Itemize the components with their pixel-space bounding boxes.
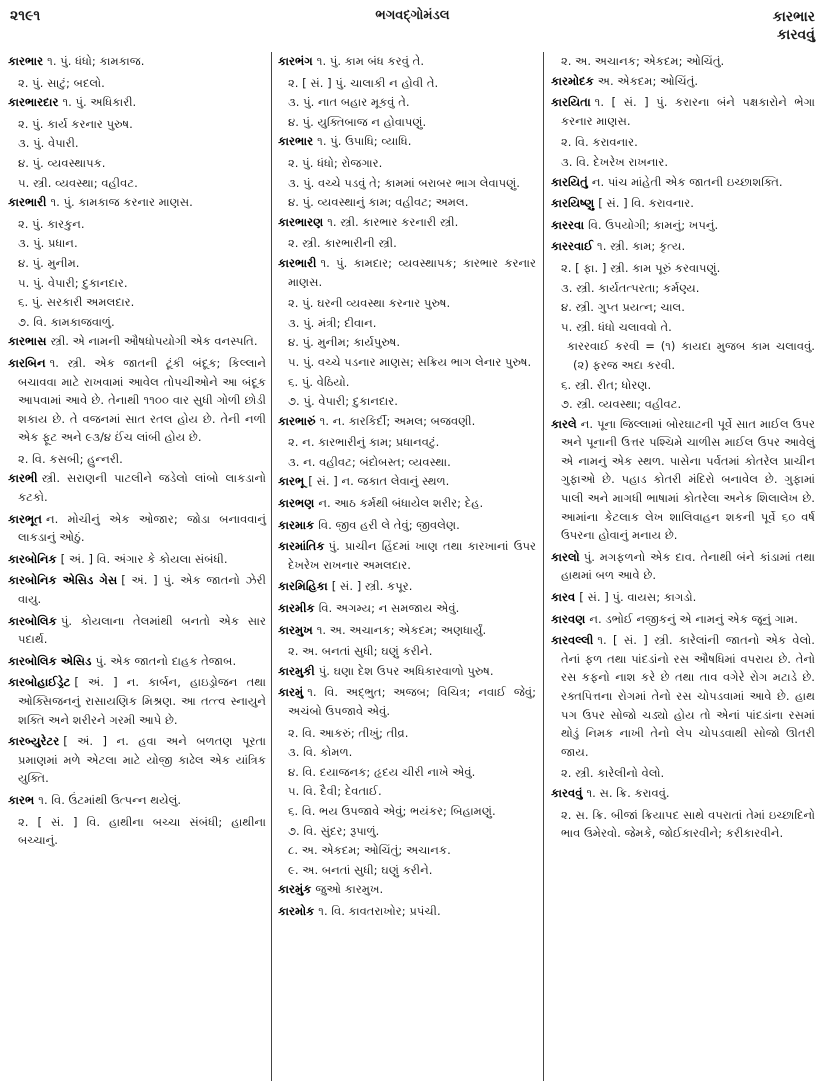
headword: કારમુંક: [278, 882, 312, 897]
entry-sense: [278, 763, 536, 782]
guide-words: [773, 8, 815, 44]
dictionary-entry: [8, 332, 266, 351]
headword: કારભાસ: [8, 334, 47, 349]
entry-sense: [551, 52, 815, 71]
headword: કારમાંતિક: [278, 539, 325, 554]
dictionary-entry: [278, 577, 536, 596]
definition: ૬. પું. વેઠિયો.: [288, 374, 350, 389]
headword: કારયિષ્ણુ: [551, 196, 595, 211]
column-1: [8, 52, 266, 851]
definition: ૫. પું. વેપારી; દુકાનદાર.: [18, 275, 128, 290]
headword: કારભારણ: [278, 214, 324, 229]
definition: ૭. સ્ત્રી. વ્યવસ્થા; વહીવટ.: [561, 397, 682, 412]
definition: ૧. [ સં. ] સ્ત્રી. કારેલાંની જાતનો એક વેલો. તેનાં ફળ તથા પાંદડાંનો રસ ઔષધિમાં વપરાય છે. તેનો રસ કફનો નાશ કરે છે તથા તાવ વગેરે રોગ મટાડે છે. રક્તપિત્તના રોગમાં તેનો રસ ચોપડવામાં આવે છે. હાથ પગ ઉપર સોજો ચડ્યો હોય તો એનાં પાંદડાંના રસમાં થોડું નિમક નાખી તેનો લેપ ચોપડવાથી સોજો ઊતરી જાય.: [561, 633, 815, 759]
dictionary-entry: [551, 548, 815, 585]
definition: ૧. વિ. અદ્ભુત; અજબ; વિચિત્ર; નવાઈ જેવું; અચંબો ઉપજાવે એવું.: [288, 685, 536, 718]
column-divider: [543, 52, 544, 1081]
definition: જુઓ કારમુખ.: [315, 882, 384, 897]
dictionary-entry: [278, 683, 536, 720]
definition: ૭. પું. વેપારી; દુકાનદાર.: [288, 394, 398, 409]
definition: ૨. [ સં. ] પું. ચાલાકી ન હોવી તે.: [288, 75, 439, 90]
headword: કારલે: [551, 416, 577, 431]
headword: કારયિતા: [551, 95, 591, 110]
dictionary-entry: [278, 494, 536, 513]
dictionary-entry: [551, 194, 815, 213]
definition: ૧. અ. અચાનક; એકદમ; અણધાર્યું.: [316, 622, 487, 637]
definition: ૧. પું. ઉપાધિ; વ્યાધિ.: [317, 134, 412, 149]
entry-sense: [551, 806, 815, 843]
definition: ૧. પું. ધંધો; કામકાજ.: [47, 54, 145, 68]
definition: ૨. પું. કાર્ય કરનાર પુરુષ.: [18, 116, 133, 131]
definition: ૨. [ સં. ] વિ. હાથીના બચ્ચા સંબંધી; હાથીના બચ્ચાનું.: [18, 814, 266, 848]
entry-sense: [551, 153, 815, 172]
entry-sense: [551, 395, 815, 414]
entry-sense: [278, 392, 536, 411]
headword: કારયિતું: [551, 174, 588, 189]
definition: ૨. સ્ત્રી. કારભારીની સ્ત્રી.: [288, 236, 397, 251]
dictionary-entry: [278, 880, 536, 899]
entry-sense: [8, 254, 266, 273]
entry-sense: [8, 215, 266, 234]
dictionary-entry: [278, 254, 536, 291]
entry-sense: [278, 113, 536, 132]
definition: ન. પૂના જિલ્લામાં બોરઘાટની પૂર્વે સાત માઈલ ઉપર અને પૂનાની ઉત્તર પશ્ચિમે ચાળીસ માઈલ ઉપર આવેલું એ નામનું એક સ્થળ. પાસેના પર્વતમાં કોતરેલ પ્રાચીન ગુફાઓ છે. પહાડ કોતરી મંદિરો બનાવેલ છે. ગુફામાં પાલી અને માગધી ભાષામાં કોતરેલા અનેક શિલાલેખ છે. આમાંના કેટલાક લેખ શાલિવાહન શકની પૂર્વે ૬૦ વર્ષ ઉપરના હોવાનું મનાય છે.: [561, 416, 815, 543]
definition: ૨. પું. ધંધો; રોજગાર.: [288, 155, 383, 170]
definition: ૨. પું. ઘરની વ્યવસ્થા કરનાર પુરુષ.: [288, 296, 451, 311]
guide-word-last: કારવવું: [777, 27, 815, 43]
entry-sense: [551, 259, 815, 278]
headword: કારલો: [551, 549, 580, 564]
dictionary-entry: [278, 132, 536, 151]
definition: ન. આઠ કર્મથી બંધાયેલ શરીર; દેહ.: [318, 496, 484, 511]
definition: ૨. પું. કારકુન.: [18, 216, 85, 231]
headword: કારભાર: [278, 134, 314, 149]
entry-sense: [278, 453, 536, 472]
entry-sense: [278, 782, 536, 801]
headword: કારભંગ: [278, 54, 313, 68]
definition: ૪. પું. વ્યવસ્થાપક.: [18, 155, 106, 170]
definition: ૧. [ સં. ] પું. કરારના બંને પક્ષકારોને ભેગા કરનાર માણસ.: [561, 95, 815, 128]
definition: વિ. ઉપયોગી; કામનું; ખપનું.: [588, 217, 719, 232]
definition: ૨. વિ. આકરું; તીખું; તીવ્ર.: [288, 725, 409, 740]
headword: કારમીક: [278, 601, 315, 616]
definition: ૩. પું. મંત્રી; દીવાન.: [288, 315, 377, 330]
entry-sense: [551, 279, 815, 298]
guide-word-first: કારભાર: [772, 9, 815, 25]
dictionary-entry: [551, 631, 815, 761]
definition: ૨. અ. અચાનક; એકદમ; ઓચિંતું.: [561, 54, 725, 68]
definition: ૧. ન. કારકિર્દી; અમલ; બજવણી.: [319, 413, 476, 428]
headword: કારભારી: [278, 255, 317, 270]
definition: પું. ઘણા દેશ ઉપર અધિકારવાળો પુરુષ.: [318, 663, 494, 678]
definition: પું. પ્રાચીન હિંદમાં ખાણ તથા કારખાનાં ઉપર દેખરેખ રાખનાર અમલદાર.: [288, 539, 536, 572]
dictionary-entry: [278, 516, 536, 535]
definition: ૫. સ્ત્રી. વ્યવસ્થા; વહીવટ.: [18, 175, 138, 190]
entry-sense: [278, 93, 536, 112]
entry-sense: [278, 193, 536, 212]
definition: ૧. સ. ક્રિ. કરાવવું.: [586, 785, 670, 800]
definition: ૨. [ ફા. ] સ્ત્રી. કામ પૂરું કરવાપણું.: [561, 260, 721, 275]
dictionary-entry: [551, 237, 815, 256]
entry-sense: [278, 841, 536, 860]
dictionary-entry: [8, 673, 266, 729]
definition: ૧. પું. કામકાજ કરનાર માણસ.: [50, 195, 193, 210]
headword: કારભાર: [8, 54, 44, 68]
entry-sense: [278, 174, 536, 193]
dictionary-entry: [551, 588, 815, 607]
column-2: [278, 52, 536, 924]
definition: ૪. પું. યુક્તિબાજ ન હોવાપણું.: [288, 114, 427, 129]
dictionary-entry: [8, 469, 266, 506]
definition: પું. કોયલાના તેલમાંથી બનતો એક સાર પદાર્થ.: [18, 613, 266, 647]
definition: પું. મગફળનો એક દાવ. તેનાથી બંને કાંડામાં તથા હાથમાં બળ આવે છે.: [561, 549, 815, 583]
dictionary-entry: [8, 93, 266, 112]
entry-sense: [8, 234, 266, 253]
definition: ૪. વિ. દયાજનક; હૃદય ચીરી નાખે એવું.: [288, 764, 476, 779]
definition: [ અં. ] ન. કાર્બન, હાઇડ્રોજન તથા ઓક્સિજનનું રાસાયણિક મિશ્રણ. આ તત્ત્વ સ્નાયુને શક્તિ અને શરીરને ગરમી આપે છે.: [18, 675, 266, 727]
definition: ૩. પું. વચ્ચે પડવું તે; કામમાં બરાબર ભાગ લેવાપણું.: [288, 175, 520, 190]
definition: સ્ત્રી. એ નામની ઔષધોપયોગી એક વનસ્પતિ.: [50, 334, 258, 349]
dictionary-entry: [8, 550, 266, 569]
dictionary-entry: [551, 784, 815, 803]
headword: કારમું: [278, 685, 304, 700]
definition: ૨. વિ. કસબી; હુન્નરી.: [18, 451, 123, 466]
headword: કારબ્યુરેટર: [8, 734, 60, 749]
definition: સ્ત્રી. સરાણની પાટલીને જડેલો લાંબો લાકડાનો કટકો.: [18, 471, 266, 505]
entry-sense: [8, 274, 266, 293]
definition: ન. મોચીનું એક ઓજાર; જોડા બનાવવાનું લાકડાનું ઓઠું.: [18, 511, 266, 545]
headword: કારબોનિક: [8, 551, 57, 566]
definition: ૩. પું. પ્રધાન.: [18, 236, 78, 251]
entry-sense: [278, 743, 536, 762]
definition: [ અં. ] પું. એક જાતનો ઝેરી વાયુ.: [18, 573, 266, 607]
dictionary-entry: [278, 412, 536, 431]
dictionary-entry: [8, 791, 266, 810]
headword: કારભણ: [278, 496, 315, 511]
entry-sense: [8, 154, 266, 173]
definition: ૭. વિ. સુંદર; રૂપાળું.: [288, 823, 380, 838]
dictionary-entry: [551, 216, 815, 235]
definition: ૨. વિ. કરાવનાર.: [561, 135, 638, 150]
definition: [ સં. ] સ્ત્રી. કપૂર.: [331, 579, 413, 594]
entry-sense: [8, 313, 266, 332]
headword: કારભૂત: [8, 511, 42, 526]
definition: ૩. ન. વહીવટ; બંદોબસ્ત; વ્યવસ્થા.: [288, 454, 451, 469]
entry-sense: [8, 450, 266, 469]
definition: ૧. વિ. કાવતરાખોર; પ્રપંચી.: [318, 903, 441, 918]
page-number: ૨૧૯૧: [10, 8, 41, 24]
entry-sense: [278, 373, 536, 392]
definition: ૪. સ્ત્રી. ગુપ્ત પ્રયત્ન; ચાલ.: [561, 300, 685, 315]
entry-sense: [278, 642, 536, 661]
definition: વિ. જીવ હરી લે તેવું; જીવલેણ.: [318, 517, 460, 532]
definition: ૪. પું. વ્યવસ્થાનું કામ; વહીવટ; અમલ.: [288, 195, 469, 210]
headword: કારમોદક: [551, 73, 594, 88]
definition: ૪. પું. મુનીમ; કાર્યપુરુષ.: [288, 335, 401, 350]
column-divider: [271, 52, 272, 1081]
page-title: ભગવદ્ગોમંડલ: [375, 8, 450, 23]
definition: ૩. પું. વેપારી.: [18, 136, 79, 151]
definition: ૭. વિ. કામકાજવાળું.: [18, 314, 115, 329]
dictionary-entry: [8, 571, 266, 608]
entry-sense: [278, 74, 536, 93]
entry-sense: [278, 802, 536, 821]
definition: ૫. વિ. દૈવી; દેવતાઈ.: [288, 784, 382, 799]
headword: કારમાક: [278, 517, 315, 532]
entry-sense: [8, 74, 266, 93]
entry-sense: [278, 234, 536, 253]
definition: ૧. સ્ત્રી. કામ; કૃત્ય.: [597, 239, 686, 254]
entry-sense: [8, 134, 266, 153]
definition: ૨. સ. ક્રિ. બીજાં ક્રિયાપદ સાથે વપરાતાં તેમાં ઇચ્છાદિનો ભાવ ઉમેરવો. જેમકે, જોઈકારવીને; કરીકારવીને.: [561, 807, 815, 841]
definition: ૩. પું. નાત બહાર મૂકવું તે.: [288, 95, 410, 110]
usage-note: કારરવાઈ કરવી = (૧) કાયદા મુજબ કામ ચલાવવું. (૨) ફરજ અદા કરવી.: [567, 339, 815, 372]
definition: ૨. સ્ત્રી. કારેલીનો વેલો.: [561, 766, 665, 781]
entry-sense: [8, 293, 266, 312]
dictionary-entry: [278, 902, 536, 921]
definition: ૧. પું. અધિકારી.: [62, 95, 137, 110]
definition: વિ. અગમ્ય; ન સમજાય એવું.: [318, 601, 460, 616]
headword: કારબોલિક: [8, 613, 57, 628]
dictionary-entry: [278, 537, 536, 574]
column-3: [551, 52, 815, 844]
headword: કારભૂ: [278, 474, 305, 489]
definition: ૧. પું. કામદાર; વ્યવસ્થાપક; કારભાર કરનાર માણસ.: [288, 255, 536, 289]
entry-sense: [8, 813, 266, 850]
entry-sense: [8, 115, 266, 134]
definition: ૨. ન. કારભારીનું કામ; પ્રધાનવટું.: [288, 435, 440, 450]
dictionary-entry: [8, 652, 266, 671]
definition: ૩. સ્ત્રી. કાર્યતત્પરતા; કર્મણ્ય.: [561, 280, 700, 295]
dictionary-entry: [278, 599, 536, 618]
headword: કારરવાઈ: [551, 239, 594, 254]
definition: ૩. વિ. દેખરેખ રાખનાર.: [561, 154, 669, 169]
definition: ૧. વિ. ઉંટમાંથી ઉત્પન્ન થયેલું.: [38, 792, 182, 807]
entry-sense: [278, 724, 536, 743]
entry-sense: [278, 314, 536, 333]
definition: [ સં. ] વિ. કરાવનાર.: [598, 196, 694, 211]
definition: ૫. સ્ત્રી. ધંધો ચલાવવો તે.: [561, 319, 672, 334]
entry-sense: [278, 294, 536, 313]
dictionary-entry: [278, 621, 536, 640]
entry-sense: [8, 174, 266, 193]
headword: કારવ: [551, 590, 576, 605]
headword: કારરવા: [551, 217, 585, 232]
definition: ૩. વિ. કોમળ.: [288, 745, 353, 760]
headword: કારવણ: [551, 611, 586, 626]
entry-sense: [551, 133, 815, 152]
entry-sense: [551, 376, 815, 395]
dictionary-entry: [8, 193, 266, 212]
definition: ૪. પું. મુનીમ.: [18, 255, 80, 270]
dictionary-entry: [8, 354, 266, 447]
headword: કારમોક: [278, 903, 315, 918]
definition: અ. એકદમ; ઓચિંતું.: [597, 73, 699, 88]
headword: કારમિહિકા: [278, 579, 328, 594]
entry-sense: [278, 333, 536, 352]
headword: કારભારદાર: [8, 95, 59, 110]
definition: [ અં. ] ન. હવા અને બળતણ પૂરતા પ્રમાણમાં મળે એટલા માટે યોજી કાઢેલ એક યાંત્રિક યુક્તિ.: [18, 734, 266, 786]
headword: કારભ: [8, 792, 35, 807]
definition: ૯. અ. બનતાં સુધી; ઘણું કરીને.: [288, 862, 433, 877]
dictionary-entry: [551, 610, 815, 629]
definition: ૧. સ્ત્રી. કારભાર કરનારી સ્ત્રી.: [327, 214, 459, 229]
dictionary-entry: [278, 662, 536, 681]
headword: કારબોનિક એસિડ ગેસ: [8, 573, 118, 588]
definition: પું. એક જાતનો દાહક તેજાબ.: [95, 653, 237, 668]
definition: ૧. સ્ત્રી. એક જાતની ટૂંકી બંદૂક; કિલ્લાને બચાવવા માટે રાખવામાં આવેલ તોપચીઓને આ બંદૂક આપવામાં આવે છે. તેનાથી ૧૧૦૦ વાર સુધી ગોળી છોડી શકાય છે. તે વજનમાં સાત રતલ હોય છે. તેની નળી એક ફૂટ અને ૯૩/૪ ઈંચ લાંબી હોય છે.: [18, 355, 266, 445]
entry-sense: [278, 353, 536, 372]
definition: ન. પાંચ માંહેતી એક જાતની ઇચ્છાશક્તિ.: [591, 174, 783, 189]
headword: કારભારું: [278, 413, 316, 428]
entry-sense: [551, 318, 815, 337]
dictionary-entry: [8, 510, 266, 547]
definition: ૬. વિ. ભય ઉપજાવે એવું; ભયંકર; બિહામણું.: [288, 803, 496, 818]
dictionary-entry: [551, 173, 815, 192]
definition: [ અં. ] વિ. અંગાર કે કોયલા સંબંધી.: [60, 551, 228, 566]
definition: ૫. પું. વચ્ચે પડનાર માણસ; સક્રિય ભાગ લેનાર પુરુષ.: [288, 354, 532, 369]
headword: કારમુકી: [278, 663, 315, 678]
headword: કારવવું: [551, 785, 583, 800]
headword: કારવલ્લી: [551, 633, 594, 648]
dictionary-entry: [8, 732, 266, 788]
definition: ૧. પું. કામ બંધ કરવું તે.: [316, 54, 425, 68]
entry-sense: [278, 433, 536, 452]
dictionary-entry: [278, 213, 536, 232]
definition: ૬. પું. સરકારી અમલદાર.: [18, 295, 135, 310]
headword: કારબોહાઈડ્રેટ: [8, 675, 71, 690]
dictionary-entry: [8, 52, 266, 71]
dictionary-entry: [8, 612, 266, 649]
definition: ન. ડભોઈ નજીકનું એ નામનું એક જૂનું ગામ.: [589, 611, 798, 626]
headword: કારમુખ: [278, 622, 313, 637]
headword: કારબિન: [8, 355, 46, 370]
headword: કારભી: [8, 471, 38, 486]
headword: કારભારી: [8, 195, 47, 210]
dictionary-entry: [278, 52, 536, 71]
entry-sense: [551, 298, 815, 317]
headword: કારબોલિક એસિડ: [8, 653, 92, 668]
definition: ૨. અ. બનતાં સુધી; ઘણું કરીને.: [288, 644, 433, 659]
dictionary-entry: [551, 93, 815, 130]
dictionary-entry: [551, 72, 815, 91]
definition: ૨. પું. સાટું; બદલો.: [18, 75, 105, 90]
dictionary-entry: [551, 415, 815, 545]
entry-sense: [278, 861, 536, 880]
entry-sense: [551, 764, 815, 783]
definition: [ સં. ] પું. વાયસ; કાગડો.: [579, 590, 697, 605]
dictionary-entry: [278, 472, 536, 491]
entry-sense: [278, 822, 536, 841]
entry-sense: [278, 154, 536, 173]
definition: ૮. અ. એકદમ; ઓચિંતું; અચાનક.: [288, 843, 451, 858]
definition: ૬. સ્ત્રી. રીત; ધોરણ.: [561, 377, 652, 392]
definition: [ સં. ] ન. જકાત લેવાનું સ્થળ.: [308, 474, 450, 489]
